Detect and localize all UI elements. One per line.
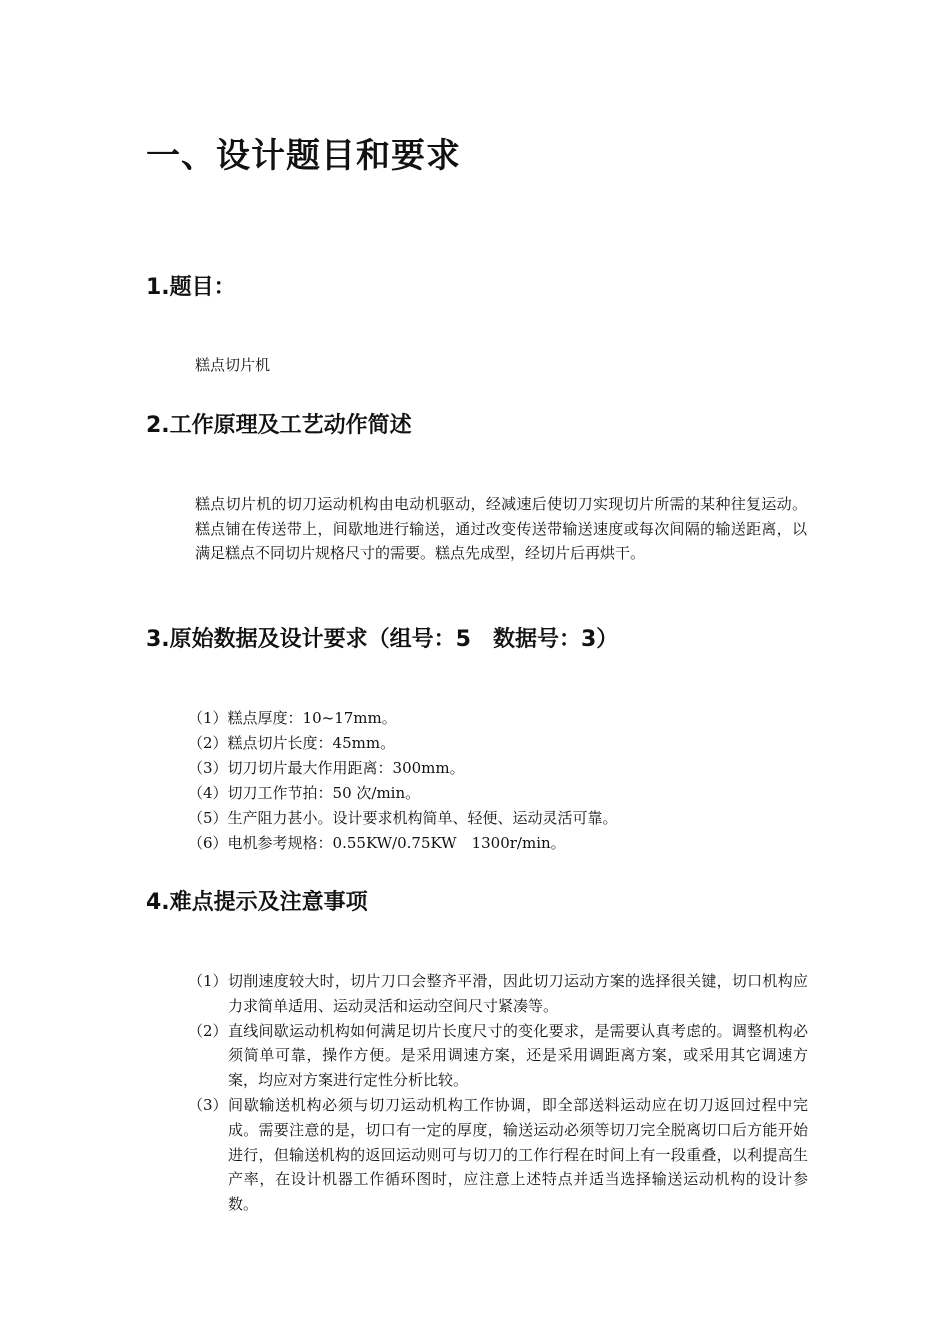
note-item-1 (188, 969, 808, 1019)
note-number: （3） (188, 1095, 228, 1114)
section-2-heading: 2.工作原理及工艺动作简述 (146, 413, 412, 438)
requirement-item-6: （6）电机参考规格：0.55KW/0.75KW 1300r/min。 (188, 834, 566, 852)
section-1-heading: 1.题目： (146, 275, 236, 300)
section-4-heading: 4.难点提示及注意事项 (146, 890, 368, 915)
note-text: 间歇输送机构必须与切刀运动机构工作协调，即全部送料运动应在切刀返回过程中完成。需要注意的是，切口有一定的厚度，输送运动必须等切刀完全脱离切口后方能开始进行，但输送机构的返回运动则可与切刀的工作行程在时间上有一段重叠，以利提高生产率，在设计机器工作循环图时，应注意上述特点并适当选择输送运动机构的设计参数。 (228, 1095, 808, 1214)
requirement-item-2: （2）糕点切片长度：45mm。 (188, 734, 396, 752)
requirement-item-4: （4）切刀工作节拍：50 次/min。 (188, 784, 421, 802)
note-item-3 (188, 1093, 808, 1217)
requirement-item-5: （5）生产阻力甚小。设计要求机构简单、轻便、运动灵活可靠。 (188, 809, 618, 827)
section-1-content: 糕点切片机 (195, 356, 271, 374)
notes-list (188, 969, 808, 1217)
note-number: （2） (188, 1021, 228, 1040)
section-3-heading: 3.原始数据及设计要求（组号：5 数据号：3） (146, 627, 619, 652)
note-text: 切削速度较大时，切片刀口会整齐平滑，因此切刀运动方案的选择很关键，切口机构应力求简单适用、运动灵活和运动空间尺寸紧凑等。 (228, 972, 808, 1015)
requirement-item-3: （3）切刀切片最大作用距离：300mm。 (188, 759, 465, 777)
section-2-paragraph: 糕点切片机的切刀运动机构由电动机驱动，经减速后使切刀实现切片所需的某种往复运动。糕点铺在传送带上，间歇地进行输送，通过改变传送带输送速度或每次间隔的输送距离，以满足糕点不同切片规格尺寸的需要。糕点先成型，经切片后再烘干。 (195, 495, 807, 562)
note-number: （1） (188, 972, 228, 990)
document-title: 一、设计题目和要求 (146, 136, 461, 176)
requirement-item-1: （1）糕点厚度：10~17mm。 (188, 709, 397, 727)
note-item-2 (188, 1019, 808, 1093)
note-text: 直线间歇运动机构如何满足切片长度尺寸的变化要求，是需要认真考虑的。调整机构必须简单可靠，操作方便。是采用调速方案，还是采用调距离方案，或采用其它调速方案，均应对方案进行定性分析比较。 (228, 1021, 808, 1090)
